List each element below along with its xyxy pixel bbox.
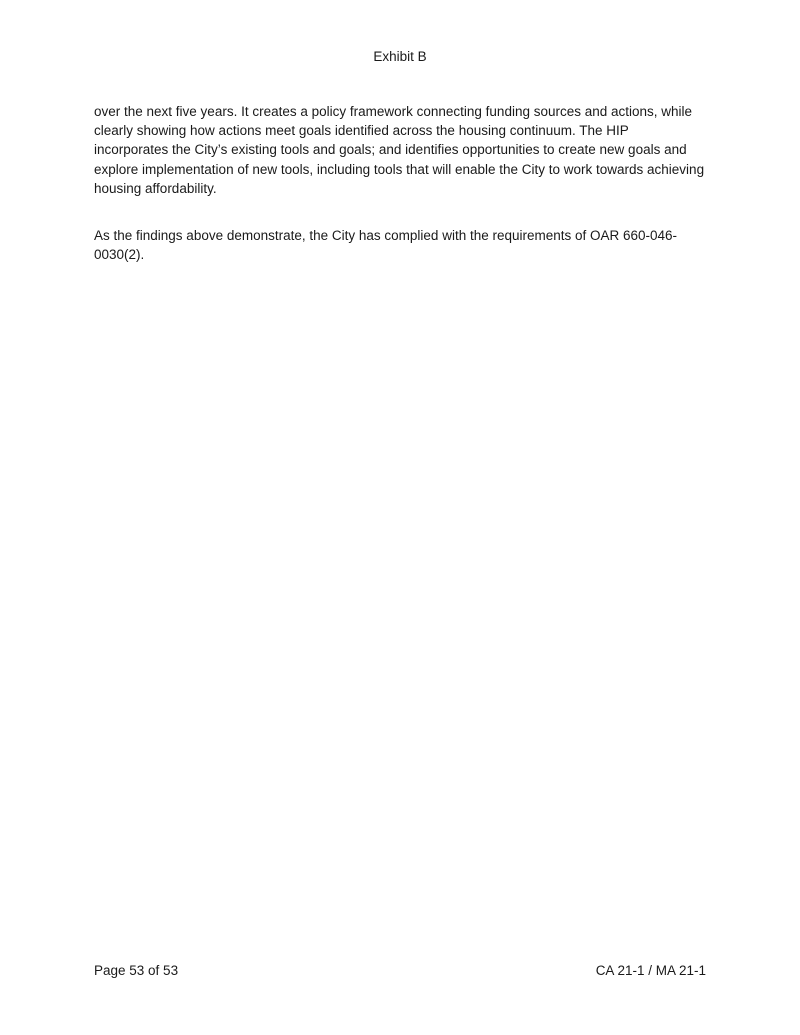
body-paragraph-2: As the findings above demonstrate, the City has complied with the requirements of OAR 660-046-0030(2). [94, 228, 678, 263]
page-header-title: Exhibit B [373, 49, 427, 64]
footer-case-number: CA 21-1 / MA 21-1 [595, 963, 706, 978]
body-paragraph-1: over the next five years. It creates a policy framework connecting funding sources and actions, while clearly showing how actions meet goals identified across the housing continuum. The HIP incorporates the City’s existing tools and goals; and identifies opportunities to create new goals and explore implementation of new tools, including tools that will enable the City to work towards achieving housing affordability. [94, 104, 705, 196]
footer-page-number: Page 53 of 53 [94, 963, 179, 978]
